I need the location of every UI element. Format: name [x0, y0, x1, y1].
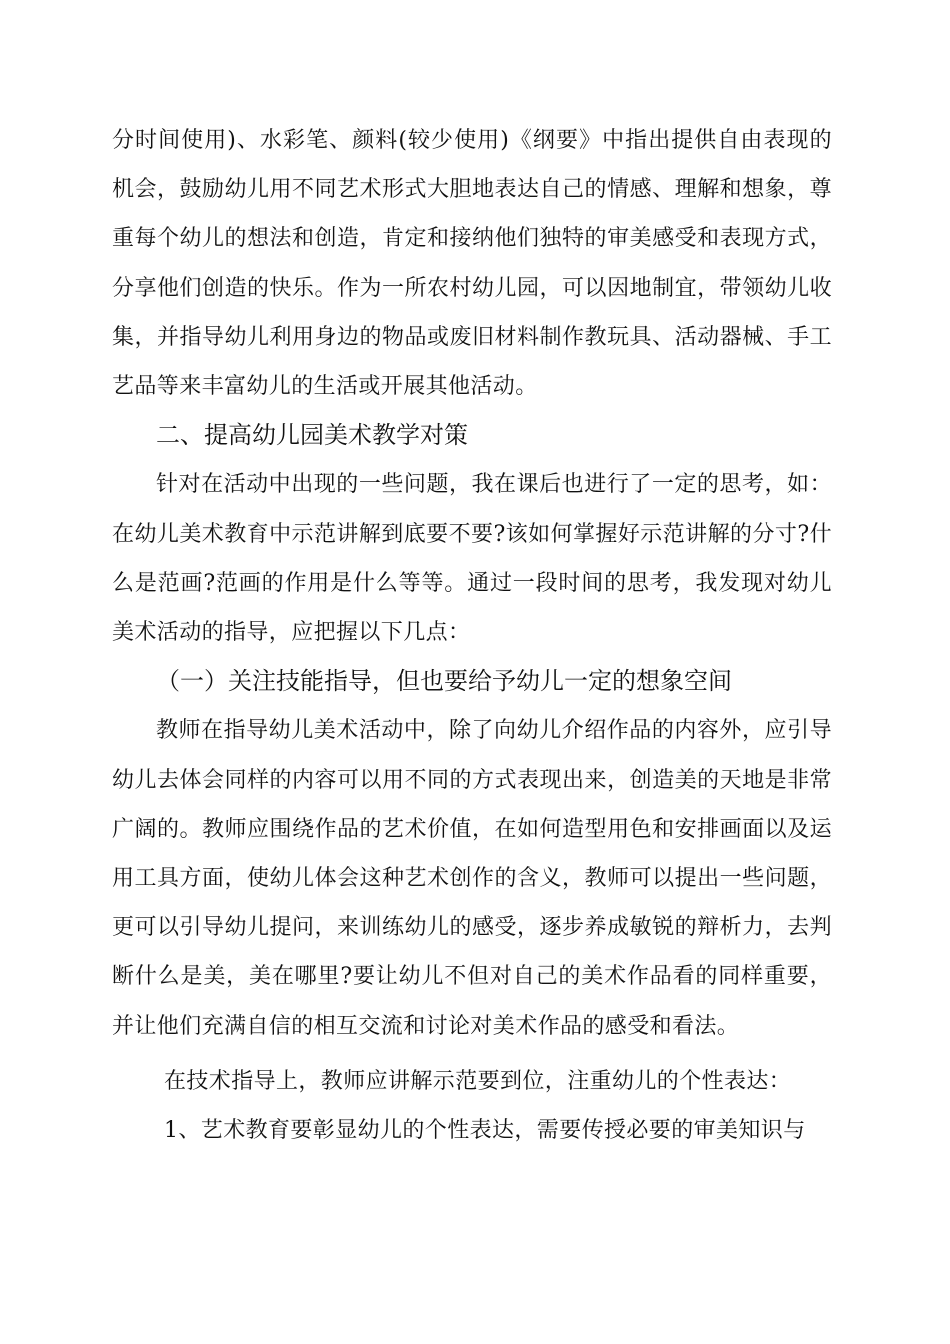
list-item-1: 1、艺术教育要彰显幼儿的个性表达，需要传授必要的审美知识与 [164, 1118, 806, 1144]
paragraph-technique: 在技术指导上，教师应讲解示范要到位，注重幼儿的个性表达： [164, 1068, 792, 1094]
subsection-heading-skills: （一）关注技能指导，但也要给予幼儿一定的想象空间 [156, 667, 732, 696]
section-heading-strategies: 二、提高幼儿园美术教学对策 [156, 421, 468, 450]
paragraph-materials: 分时间使用)、水彩笔、颜料(较少使用)《纲要》中指出提供自由表现的机会，鼓励幼儿用不同艺术形式大胆地表达自己的情感、理解和想象，尊重每个幼儿的想法和创造，肯定和接纳他们独特的审美感受和表现方式，分享他们创造的快乐。作为一所农村幼儿园，可以因地制宜，带领幼儿收集，并指导幼儿利用身边的物品或废旧材料制作教玩具、活动器械、手工艺品等来丰富幼儿的生活或开展其他活动。 [112, 128, 832, 400]
paragraph-reflection: 针对在活动中出现的一些问题，我在课后也进行了一定的思考，如：在幼儿美术教育中示范讲解到底要不要?该如何掌握好示范讲解的分寸?什么是范画?范画的作用是什么等等。通过一段时间的思考，我发现对幼儿美术活动的指导，应把握以下几点： [112, 472, 832, 646]
paragraph-teacher-guidance: 教师在指导幼儿美术活动中，除了向幼儿介绍作品的内容外，应引导幼儿去体会同样的内容可以用不同的方式表现出来，创造美的天地是非常广阔的。教师应围绕作品的艺术价值，在如何造型用色和安排画面以及运用工具方面，使幼儿体会这种艺术创作的含义，教师可以提出一些问题，更可以引导幼儿提问，来训练幼儿的感受，逐步养成敏锐的辩析力，去判断什么是美，美在哪里?要让幼儿不但对自己的美术作品看的同样重要，并让他们充满自信的相互交流和讨论对美术作品的感受和看法。 [112, 718, 832, 1039]
document-page [112, 116, 832, 1155]
